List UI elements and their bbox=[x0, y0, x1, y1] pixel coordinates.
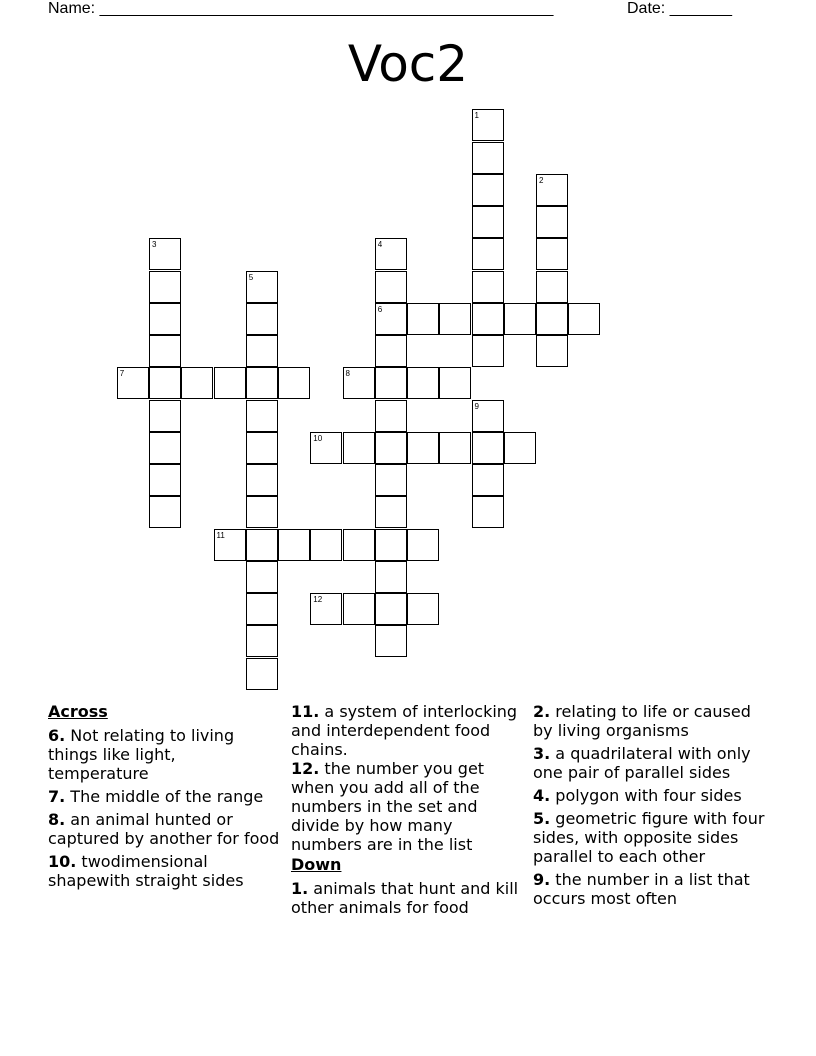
crossword-cell[interactable] bbox=[310, 432, 342, 464]
crossword-cell[interactable] bbox=[407, 367, 439, 399]
clue-text: the number you get when you add all of the numbers in the set and divide by how many numbers are in the list bbox=[291, 759, 485, 854]
clue-number: 12. bbox=[291, 759, 320, 778]
cell-number: 5 bbox=[248, 272, 254, 282]
cell-number: 1 bbox=[474, 111, 479, 121]
crossword-cell[interactable] bbox=[407, 432, 439, 464]
clue-text: Not relating to living things like light, temperature bbox=[48, 726, 235, 783]
crossword-cell[interactable] bbox=[504, 303, 536, 335]
clue-text: The middle of the range bbox=[65, 787, 264, 806]
clues-column-2 bbox=[291, 702, 523, 917]
clue-across-8 bbox=[48, 810, 280, 848]
clues-column-3 bbox=[533, 702, 765, 912]
crossword-cell[interactable] bbox=[472, 400, 504, 432]
crossword-cell[interactable] bbox=[149, 367, 181, 399]
crossword-cell[interactable] bbox=[375, 335, 407, 367]
crossword-cell[interactable] bbox=[343, 367, 375, 399]
cell-number: 3 bbox=[152, 240, 157, 250]
crossword-cell[interactable] bbox=[375, 303, 407, 335]
down-heading: Down bbox=[291, 855, 342, 874]
crossword-cell[interactable] bbox=[149, 432, 181, 464]
crossword-cell[interactable] bbox=[149, 335, 181, 367]
clues-column-1 bbox=[48, 702, 280, 894]
clue-text: relating to life or caused by living organisms bbox=[533, 702, 751, 740]
crossword-cell[interactable] bbox=[375, 496, 407, 528]
cell-number: 6 bbox=[377, 304, 383, 314]
crossword-cell[interactable] bbox=[214, 529, 246, 561]
crossword-cell[interactable] bbox=[149, 271, 181, 303]
cell-number: 8 bbox=[345, 369, 350, 379]
crossword-cell[interactable] bbox=[278, 367, 310, 399]
crossword-cell[interactable] bbox=[375, 367, 407, 399]
clue-number: 7. bbox=[48, 787, 66, 806]
crossword-cell[interactable] bbox=[536, 271, 568, 303]
crossword-cell[interactable] bbox=[407, 529, 439, 561]
crossword-cell[interactable] bbox=[343, 529, 375, 561]
crossword-cell[interactable] bbox=[536, 303, 568, 335]
crossword-cell[interactable] bbox=[246, 271, 278, 303]
crossword-cell[interactable] bbox=[375, 625, 407, 657]
crossword-cell[interactable] bbox=[472, 142, 504, 174]
cell-number: 7 bbox=[119, 369, 125, 379]
crossword-cell[interactable] bbox=[472, 174, 504, 206]
crossword-cell[interactable] bbox=[375, 593, 407, 625]
crossword-cell[interactable] bbox=[246, 303, 278, 335]
crossword-cell[interactable] bbox=[310, 593, 342, 625]
crossword-cell[interactable] bbox=[472, 464, 504, 496]
crossword-cell[interactable] bbox=[439, 367, 471, 399]
crossword-cell[interactable] bbox=[149, 464, 181, 496]
crossword-cell[interactable] bbox=[149, 496, 181, 528]
crossword-cell[interactable] bbox=[246, 335, 278, 367]
clue-text: an animal hunted or captured by another for food bbox=[48, 810, 280, 848]
crossword-cell[interactable] bbox=[375, 271, 407, 303]
crossword-cell[interactable] bbox=[536, 238, 568, 270]
crossword-cell[interactable] bbox=[407, 303, 439, 335]
crossword-cell[interactable] bbox=[472, 238, 504, 270]
crossword-cell[interactable] bbox=[536, 206, 568, 238]
cell-number: 9 bbox=[474, 401, 479, 411]
crossword-cell[interactable] bbox=[246, 400, 278, 432]
clue-down-4 bbox=[533, 786, 765, 805]
clue-down-1 bbox=[291, 879, 523, 917]
clue-number: 5. bbox=[533, 809, 551, 828]
crossword-cell[interactable] bbox=[407, 593, 439, 625]
crossword-cell[interactable] bbox=[439, 432, 471, 464]
date-field-line: Date: _______ bbox=[627, 0, 732, 17]
cell-number: 4 bbox=[377, 240, 383, 250]
clue-across-10 bbox=[48, 852, 280, 890]
crossword-cell[interactable] bbox=[536, 335, 568, 367]
crossword-cell[interactable] bbox=[214, 367, 246, 399]
crossword-cell[interactable] bbox=[246, 561, 278, 593]
crossword-cell[interactable] bbox=[246, 464, 278, 496]
crossword-cell[interactable] bbox=[439, 303, 471, 335]
clue-text: a system of interlocking and interdependent food chains. bbox=[291, 702, 518, 759]
crossword-cell[interactable] bbox=[117, 367, 149, 399]
clue-text: animals that hunt and kill other animals for food bbox=[291, 879, 519, 917]
clue-text: twodimensional shapewith straight sides bbox=[48, 852, 244, 890]
crossword-cell[interactable] bbox=[472, 109, 504, 141]
crossword-cell[interactable] bbox=[472, 206, 504, 238]
clue-down-5 bbox=[533, 809, 765, 866]
crossword-cell[interactable] bbox=[246, 432, 278, 464]
clue-number: 3. bbox=[533, 744, 551, 763]
crossword-cell[interactable] bbox=[278, 529, 310, 561]
crossword-cell[interactable] bbox=[375, 400, 407, 432]
clue-number: 8. bbox=[48, 810, 66, 829]
crossword-cell[interactable] bbox=[246, 496, 278, 528]
clue-across-7 bbox=[48, 787, 280, 806]
clue-across-6 bbox=[48, 726, 280, 783]
clue-number: 9. bbox=[533, 870, 551, 889]
clue-number: 4. bbox=[533, 786, 551, 805]
clue-down-3 bbox=[533, 744, 765, 782]
clue-number: 11. bbox=[291, 702, 320, 721]
crossword-cell[interactable] bbox=[343, 432, 375, 464]
crossword-cell[interactable] bbox=[536, 174, 568, 206]
crossword-cell[interactable] bbox=[472, 271, 504, 303]
clue-down-2 bbox=[533, 702, 765, 740]
crossword-cell[interactable] bbox=[504, 432, 536, 464]
clue-across-11 bbox=[291, 702, 523, 759]
crossword-cell[interactable] bbox=[149, 400, 181, 432]
name-field-line: Name: ___________________________________________________ bbox=[48, 0, 554, 17]
clue-text: polygon with four sides bbox=[550, 786, 742, 805]
crossword-cell[interactable] bbox=[375, 529, 407, 561]
crossword-cell[interactable] bbox=[181, 367, 213, 399]
crossword-cell[interactable] bbox=[472, 335, 504, 367]
clue-across-12 bbox=[291, 759, 523, 854]
crossword-cell[interactable] bbox=[472, 432, 504, 464]
page-title: Voc2 bbox=[347, 35, 469, 93]
across-heading: Across bbox=[48, 702, 108, 721]
clue-number: 2. bbox=[533, 702, 551, 721]
crossword-cell[interactable] bbox=[375, 464, 407, 496]
clue-number: 1. bbox=[291, 879, 309, 898]
cell-number: 11 bbox=[216, 530, 225, 540]
crossword-cell[interactable] bbox=[149, 238, 181, 270]
cell-number: 2 bbox=[539, 175, 544, 185]
crossword-cell[interactable] bbox=[343, 593, 375, 625]
clue-text: the number in a list that occurs most often bbox=[533, 870, 750, 908]
clue-number: 10. bbox=[48, 852, 77, 871]
crossword-cell[interactable] bbox=[246, 658, 278, 690]
crossword-cell[interactable] bbox=[375, 238, 407, 270]
crossword-cell[interactable] bbox=[472, 496, 504, 528]
clue-number: 6. bbox=[48, 726, 66, 745]
clue-down-9 bbox=[533, 870, 765, 908]
cell-number: 10 bbox=[313, 433, 323, 443]
crossword-cell[interactable] bbox=[246, 625, 278, 657]
crossword-cell[interactable] bbox=[246, 593, 278, 625]
clue-text: a quadrilateral with only one pair of parallel sides bbox=[533, 744, 751, 782]
crossword-cell[interactable] bbox=[246, 367, 278, 399]
clue-text: geometric figure with four sides, with opposite sides parallel to each other bbox=[533, 809, 765, 866]
crossword-cell[interactable] bbox=[472, 303, 504, 335]
crossword-cell[interactable] bbox=[310, 529, 342, 561]
crossword-cell[interactable] bbox=[246, 529, 278, 561]
crossword-cell[interactable] bbox=[375, 561, 407, 593]
crossword-cell[interactable] bbox=[149, 303, 181, 335]
crossword-cell[interactable] bbox=[375, 432, 407, 464]
crossword-cell[interactable] bbox=[568, 303, 600, 335]
cell-number: 12 bbox=[313, 595, 323, 604]
